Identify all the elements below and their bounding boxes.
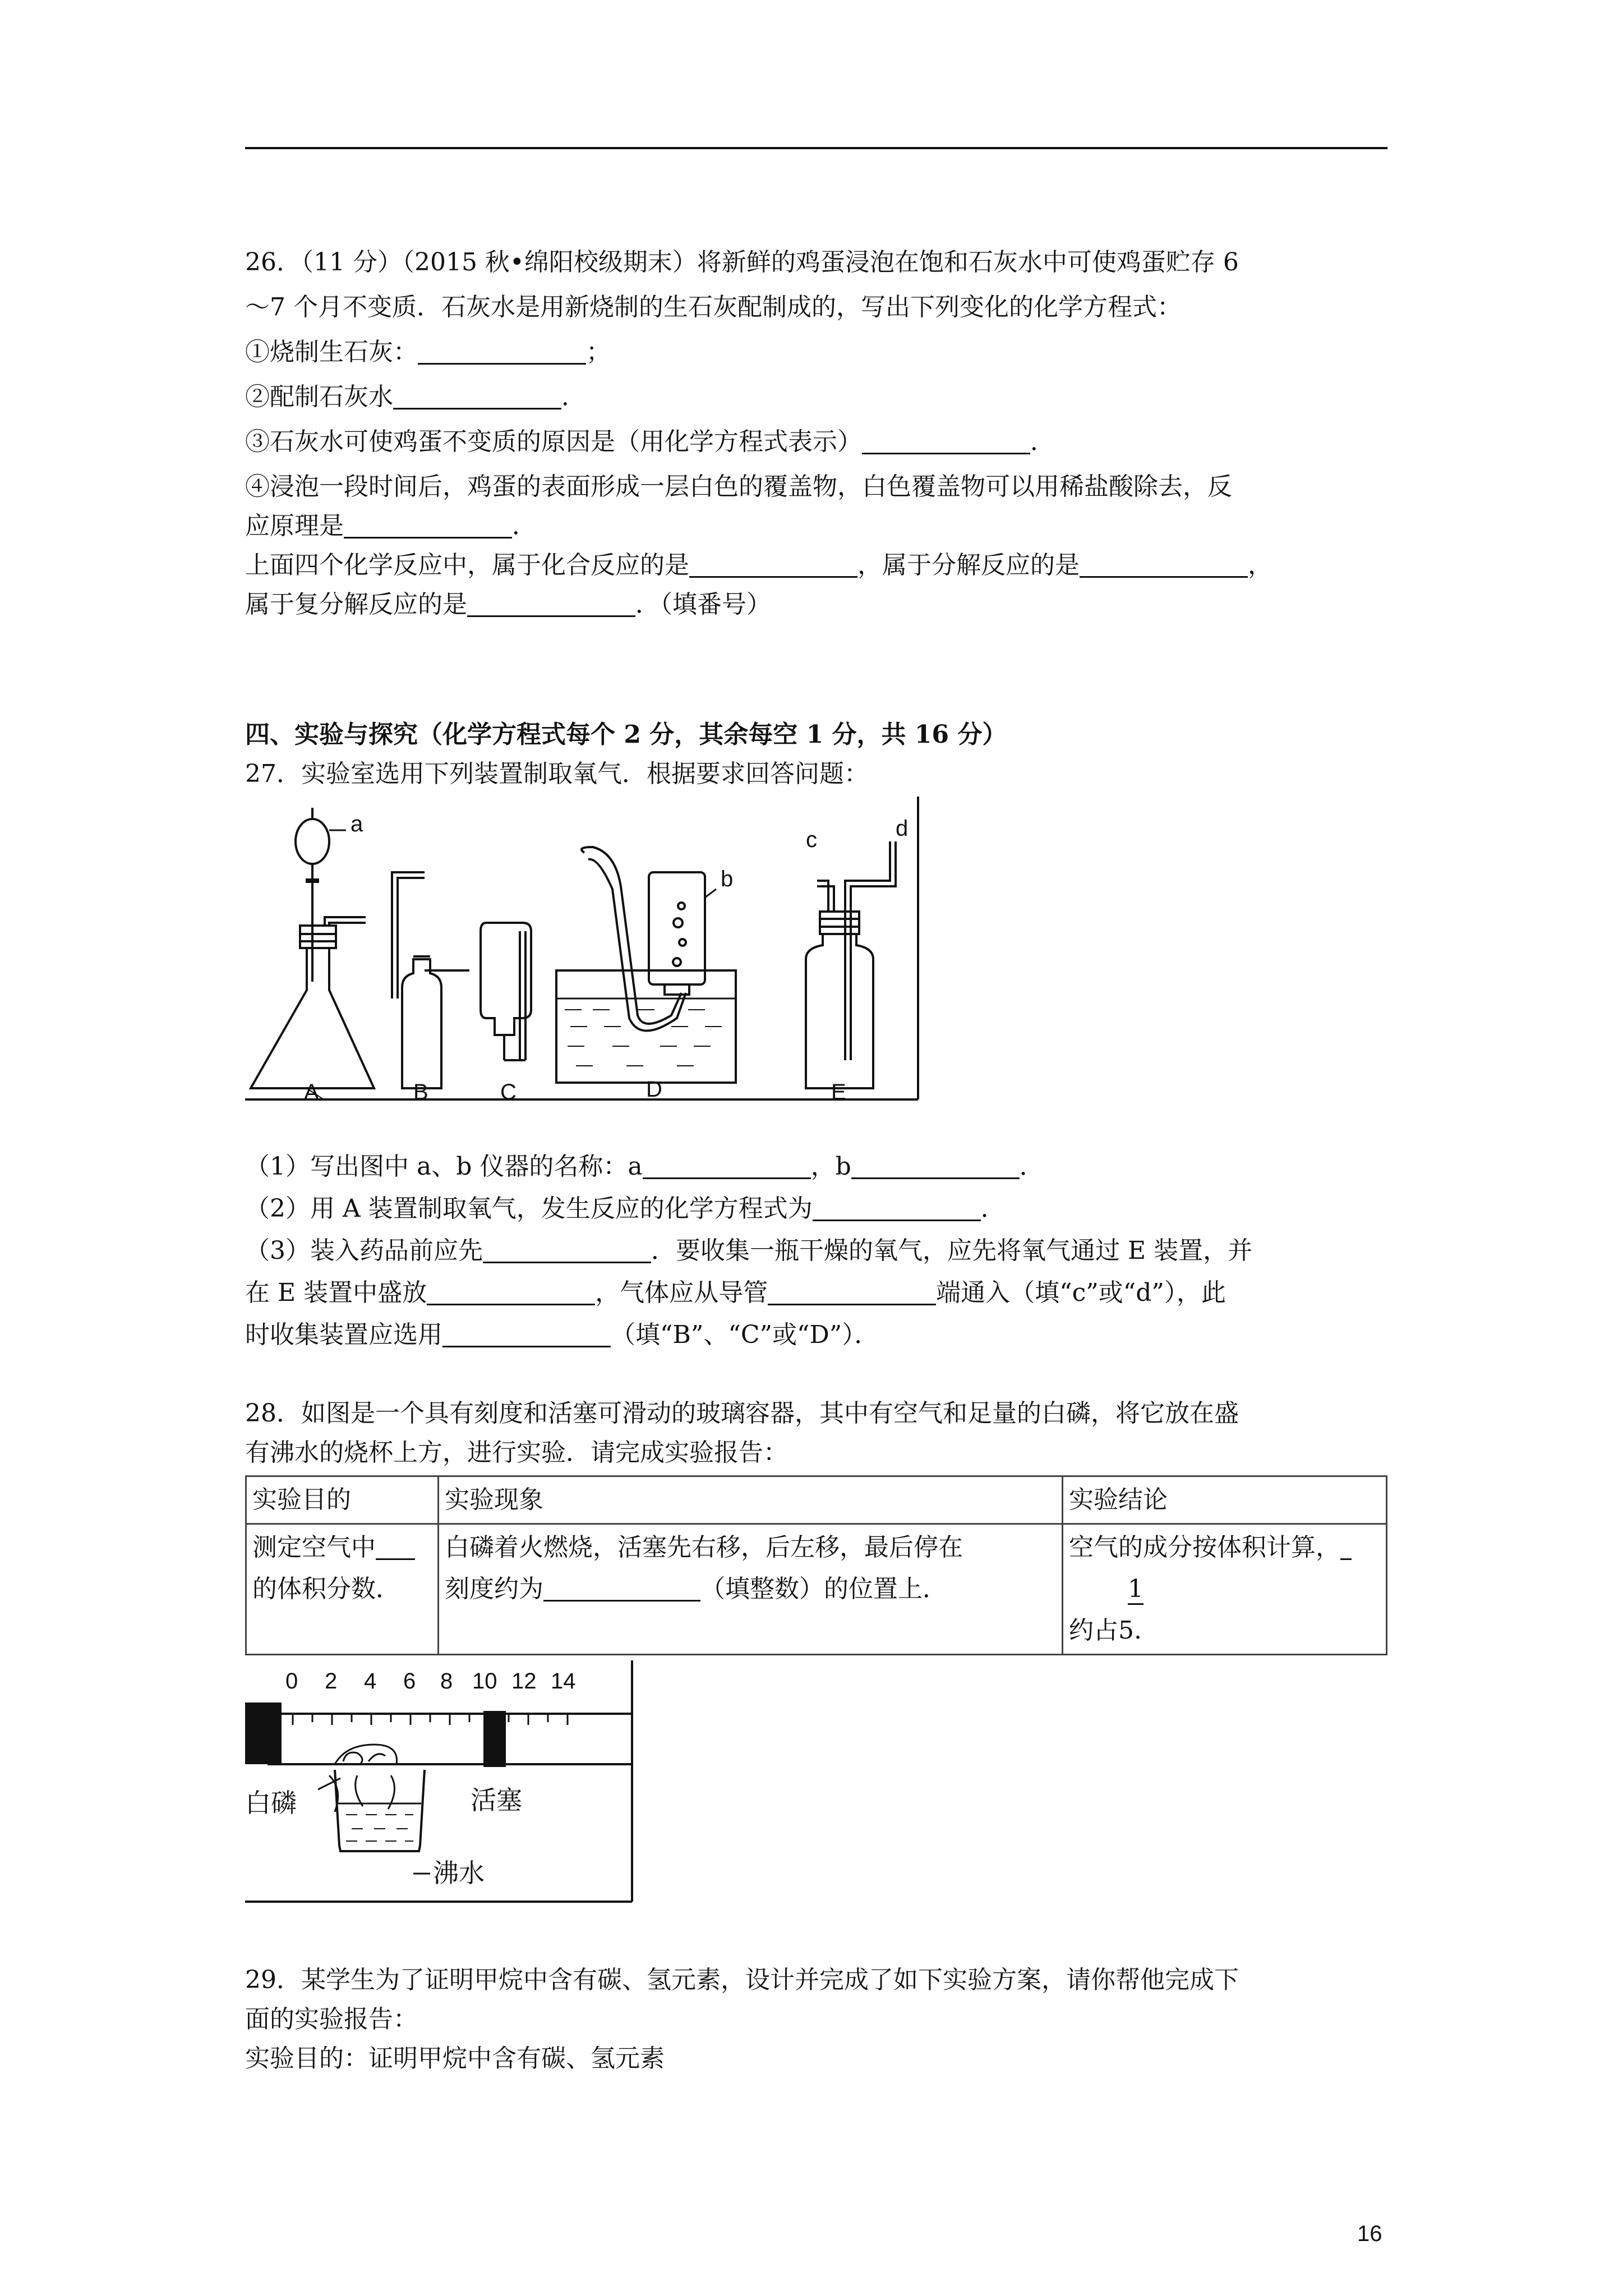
header-rule bbox=[245, 147, 1387, 149]
answer-blank[interactable] bbox=[689, 550, 857, 578]
header-phenomenon: 实验现象 bbox=[439, 1476, 1063, 1524]
tick-14: 14 bbox=[551, 1669, 576, 1694]
q27-apparatus-figure bbox=[245, 797, 924, 1111]
answer-blank[interactable] bbox=[442, 1320, 611, 1347]
label-B: B bbox=[413, 1080, 428, 1105]
section4-title: 四、实验与探究（化学方程式每个 2 分，其余每空 1 分，共 16 分） bbox=[245, 720, 1007, 749]
answer-blank[interactable] bbox=[851, 1152, 1020, 1179]
q29-line3: 实验目的：证明甲烷中含有碳、氢元素 bbox=[245, 2044, 665, 2073]
cell-phenomenon: 白磷着火燃烧，活塞先右移，后左移，最后停在 刻度约为 （填整数）的位置上． bbox=[439, 1524, 1063, 1655]
tick-10: 10 bbox=[472, 1669, 497, 1694]
table-header-row bbox=[246, 1476, 1387, 1524]
apparatus-b bbox=[392, 872, 469, 1088]
answer-blank[interactable] bbox=[1340, 1533, 1352, 1560]
fraction-numerator: 1 bbox=[1128, 1575, 1144, 1605]
page-number: 16 bbox=[1357, 2221, 1382, 2246]
label-a: a bbox=[351, 812, 363, 836]
q27-part2: （2）用 A 装置制取氧气，发生反应的化学方程式为 ． bbox=[245, 1194, 1006, 1223]
apparatus-d bbox=[556, 847, 736, 1083]
apparatus-a bbox=[251, 808, 374, 1099]
q27-part3-line3: 时收集装置应选用 （填“B”、“C”或“D”）． bbox=[245, 1320, 879, 1349]
fraction-denominator: 5 bbox=[1118, 1616, 1134, 1645]
q28-piston-figure bbox=[245, 1660, 638, 1907]
q27-part3-line1: （3）装入药品前应先 ．要收集一瓶干燥的氧气，应先将氧气通过 E 装置，并 bbox=[245, 1236, 1253, 1265]
answer-blank[interactable] bbox=[393, 382, 561, 409]
header-conclusion: 实验结论 bbox=[1063, 1476, 1387, 1524]
header-purpose: 实验目的 bbox=[246, 1476, 439, 1524]
q28-report-table bbox=[245, 1475, 1387, 1655]
label-C: C bbox=[500, 1080, 517, 1105]
tick-8: 8 bbox=[440, 1669, 453, 1694]
apparatus-c bbox=[481, 923, 531, 1060]
q28-line1: 28．如图是一个具有刻度和活塞可滑动的玻璃容器，其中有空气和足量的白磷，将它放在盛 bbox=[245, 1399, 1239, 1428]
answer-blank[interactable] bbox=[768, 1278, 936, 1305]
q26-item2: ②配制石灰水 ． bbox=[245, 383, 586, 411]
tick-6: 6 bbox=[403, 1669, 416, 1694]
q27-part1: （1）写出图中 a、b 仪器的名称：a ，b ． bbox=[245, 1152, 1044, 1181]
q26-summary-line2: 属于复分解反应的是 ．（填番号） bbox=[245, 590, 771, 619]
q27-part3-line2: 在 E 装置中盛放 ，气体应从导管 端通入（填“c”或“d”），此 bbox=[245, 1278, 1226, 1307]
answer-blank[interactable] bbox=[813, 1194, 981, 1221]
tick-0: 0 bbox=[285, 1669, 298, 1694]
label-piston: 活塞 bbox=[471, 1786, 522, 1815]
answer-blank[interactable] bbox=[643, 1152, 811, 1179]
label-D: D bbox=[646, 1077, 662, 1102]
answer-blank[interactable] bbox=[483, 1236, 651, 1263]
q26-item3: ③石灰水可使鸡蛋不变质的原因是（用化学方程式表示） ． bbox=[245, 427, 1055, 456]
tick-2: 2 bbox=[325, 1669, 338, 1694]
apparatus-e bbox=[806, 841, 896, 1088]
q27-stem: 27．实验室选用下列装置制取氧气．根据要求回答问题： bbox=[245, 760, 869, 788]
q26-item1: ①烧制生石灰： ； bbox=[245, 338, 611, 366]
q29-line2: 面的实验报告： bbox=[245, 2005, 418, 2033]
answer-blank[interactable] bbox=[543, 1574, 700, 1602]
q26-item4-line1: ④浸泡一段时间后，鸡蛋的表面形成一层白色的覆盖物，白色覆盖物可以用稀盐酸除去，反 bbox=[245, 472, 1232, 501]
q29-line1: 29．某学生为了证明甲烷中含有碳、氢元素，设计并完成了如下实验方案，请你帮他完成下 bbox=[245, 1966, 1239, 1994]
label-d: d bbox=[896, 816, 909, 841]
q26-summary-line1: 上面四个化学反应中，属于化合反应的是 ，属于分解反应的是 ， bbox=[245, 551, 1272, 579]
answer-blank[interactable] bbox=[418, 337, 586, 365]
tick-12: 12 bbox=[511, 1669, 537, 1694]
q26-line1: 26．（11 分）（2015 秋•绵阳校级期末）将新鲜的鸡蛋浸泡在饱和石灰水中可使鸡蛋贮存 6 bbox=[245, 248, 1239, 277]
label-E: E bbox=[831, 1080, 846, 1105]
answer-blank[interactable] bbox=[376, 1533, 415, 1560]
answer-blank[interactable] bbox=[427, 1278, 595, 1305]
tick-4: 4 bbox=[364, 1669, 377, 1694]
label-boiling-water: 沸水 bbox=[433, 1858, 485, 1888]
answer-blank[interactable] bbox=[1080, 550, 1248, 578]
q26-line2: ～7 个月不变质．石灰水是用新烧制的生石灰配制成的，写出下列变化的化学方程式： bbox=[245, 293, 1182, 321]
label-white-phosphorus: 白磷 bbox=[245, 1788, 297, 1818]
label-A: A bbox=[304, 1080, 319, 1105]
cell-purpose: 测定空气中 的体积分数． bbox=[246, 1524, 439, 1655]
label-b: b bbox=[721, 867, 734, 891]
label-c: c bbox=[806, 827, 817, 852]
answer-blank[interactable] bbox=[862, 427, 1030, 454]
answer-blank[interactable] bbox=[344, 511, 512, 539]
q28-line2: 有沸水的烧杯上方，进行实验．请完成实验报告： bbox=[245, 1438, 788, 1467]
answer-blank[interactable] bbox=[467, 590, 635, 617]
cell-conclusion: 空气的成分按体积计算， 1 约占5. bbox=[1063, 1524, 1387, 1655]
q26-item4-line2: 应原理是 ． bbox=[245, 512, 537, 540]
table-row bbox=[246, 1524, 1387, 1655]
